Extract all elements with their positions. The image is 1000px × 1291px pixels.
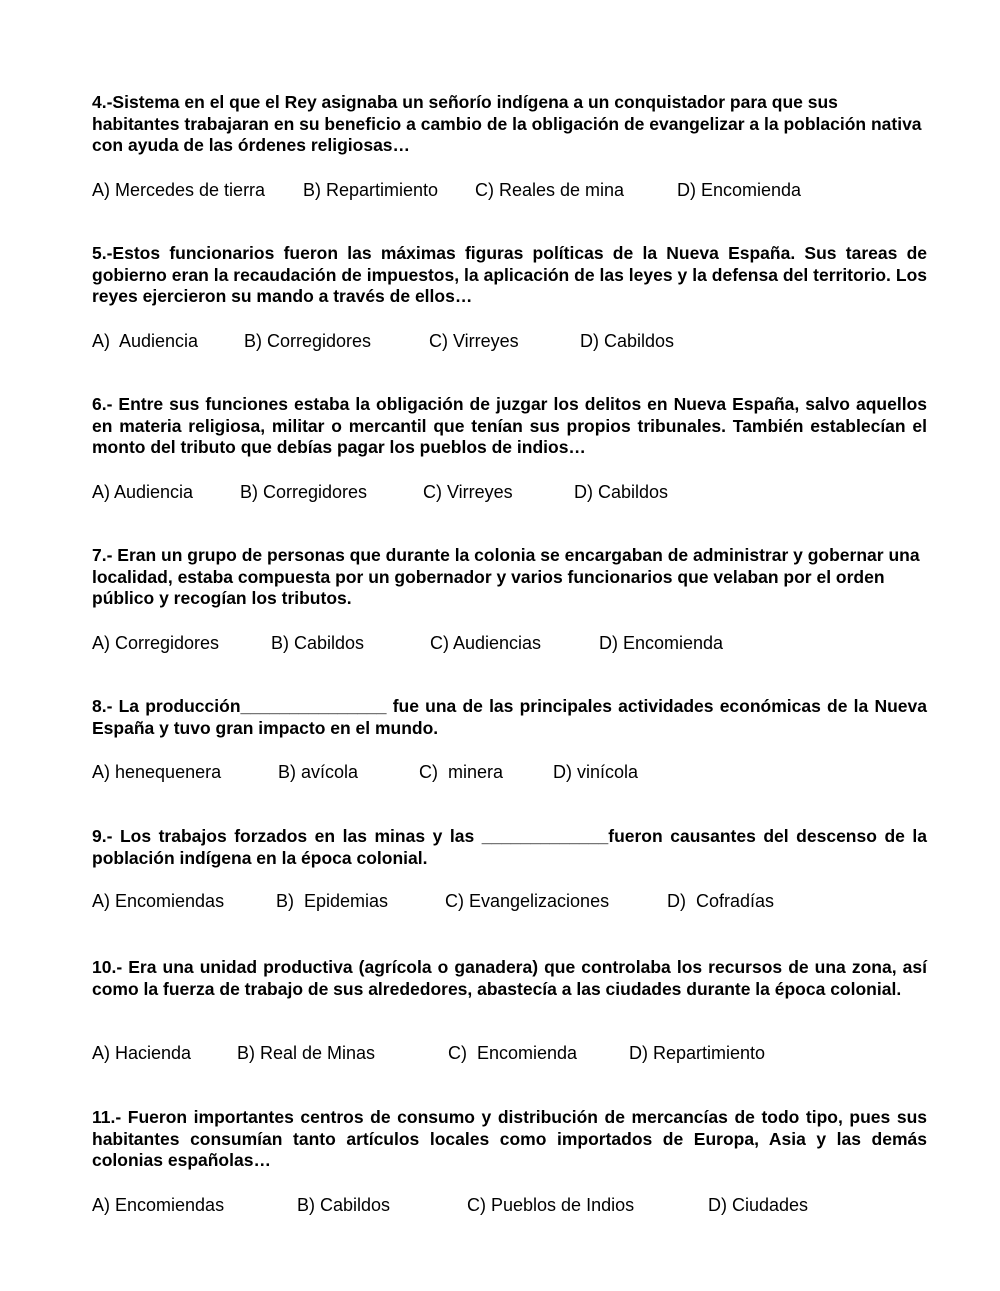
q10-option-b[interactable]: B) Real de Minas [237,1043,376,1063]
q9-option-a[interactable]: A) Encomiendas [92,891,225,911]
q8-option-d[interactable]: D) vinícola [553,762,639,782]
question-11-options [92,1194,952,1218]
question-7-options [92,632,952,656]
q11-option-b[interactable]: B) Cabildos [297,1195,391,1215]
question-9-text: 9.- Los trabajos forzados en las minas y las _____________fueron causantes del descenso de la población indígena en la época colonial. [92,826,927,868]
q10-option-c[interactable]: C) Encomienda [448,1043,578,1063]
q5-option-d[interactable]: D) Cabildos [580,331,675,351]
question-5-options [92,330,952,354]
q9-option-c[interactable]: C) Evangelizaciones [445,891,610,911]
q7-option-a[interactable]: A) Corregidores [92,633,220,653]
question-10-text: 10.- Era una unidad productiva (agrícola o ganadera) que controlaba los recursos de una zona, así como la fuerza de trabajo de sus alrededores, abastecía a las ciudades durante la época colonial. [92,957,927,999]
q11-option-a[interactable]: A) Encomiendas [92,1195,225,1215]
question-4-text: 4.-Sistema en el que el Rey asignaba un señorío indígena a un conquistador para que sus habitantes trabajaran en su beneficio a cambio de la obligación de evangelizar a la población nativa con ayuda de las órdenes religiosas… [92,92,922,156]
q10-option-d[interactable]: D) Repartimiento [629,1043,766,1063]
question-11-text: 11.- Fueron importantes centros de consumo y distribución de mercancías de todo tipo, pues sus habitantes consumían tanto artículos locales como importados de Europa, Asia y las demás colonias españolas… [92,1107,927,1171]
q8-option-a[interactable]: A) henequenera [92,762,222,782]
question-8-options [92,761,952,785]
q6-option-b[interactable]: B) Corregidores [240,482,368,502]
question-9-options [92,890,952,914]
q6-option-c[interactable]: C) Virreyes [423,482,513,502]
question-6-options [92,481,952,505]
question-4-options [92,179,952,203]
question-10-options [92,1042,952,1066]
q6-option-d[interactable]: D) Cabildos [574,482,669,502]
q10-option-a[interactable]: A) Hacienda [92,1043,192,1063]
q5-option-a[interactable]: A) Audiencia [92,331,199,351]
q4-option-c[interactable]: C) Reales de mina [475,180,625,200]
q4-option-a[interactable]: A) Mercedes de tierra [92,180,266,200]
q9-option-b[interactable]: B) Epidemias [276,891,389,911]
q8-option-b[interactable]: B) avícola [278,762,359,782]
question-8-text: 8.- La producción_______________ fue una de las principales actividades económicas de la Nueva España y tuvo gran impacto en el mundo. [92,696,927,738]
q7-option-c[interactable]: C) Audiencias [430,633,542,653]
question-6-text: 6.- Entre sus funciones estaba la obligación de juzgar los delitos en Nueva España, salvo aquellos en materia religiosa, militar o mercantil que tenían sus propios tribunales. También establecían el monto del tributo que debías pagar los pueblos de indios… [92,394,927,458]
question-7-text: 7.- Eran un grupo de personas que durante la colonia se encargaban de administrar y gobernar una localidad, estaba compuesta por un gobernador y varios funcionarios que velaban por el orden público y recogían los tributos. [92,545,920,609]
q6-option-a[interactable]: A) Audiencia [92,482,194,502]
q11-option-c[interactable]: C) Pueblos de Indios [467,1195,635,1215]
q7-option-d[interactable]: D) Encomienda [599,633,724,653]
q5-option-b[interactable]: B) Corregidores [244,331,372,351]
q8-option-c[interactable]: C) minera [419,762,504,782]
q9-option-d[interactable]: D) Cofradías [667,891,775,911]
q11-option-d[interactable]: D) Ciudades [708,1195,809,1215]
q7-option-b[interactable]: B) Cabildos [271,633,365,653]
q5-option-c[interactable]: C) Virreyes [429,331,519,351]
q4-option-d[interactable]: D) Encomienda [677,180,802,200]
question-5-text: 5.-Estos funcionarios fueron las máximas figuras políticas de la Nueva España. Sus tareas de gobierno eran la recaudación de impuestos, la aplicación de las leyes y la defensa del territorio. Los reyes ejercieron su mando a través de ellos… [92,243,927,307]
q4-option-b[interactable]: B) Repartimiento [303,180,439,200]
